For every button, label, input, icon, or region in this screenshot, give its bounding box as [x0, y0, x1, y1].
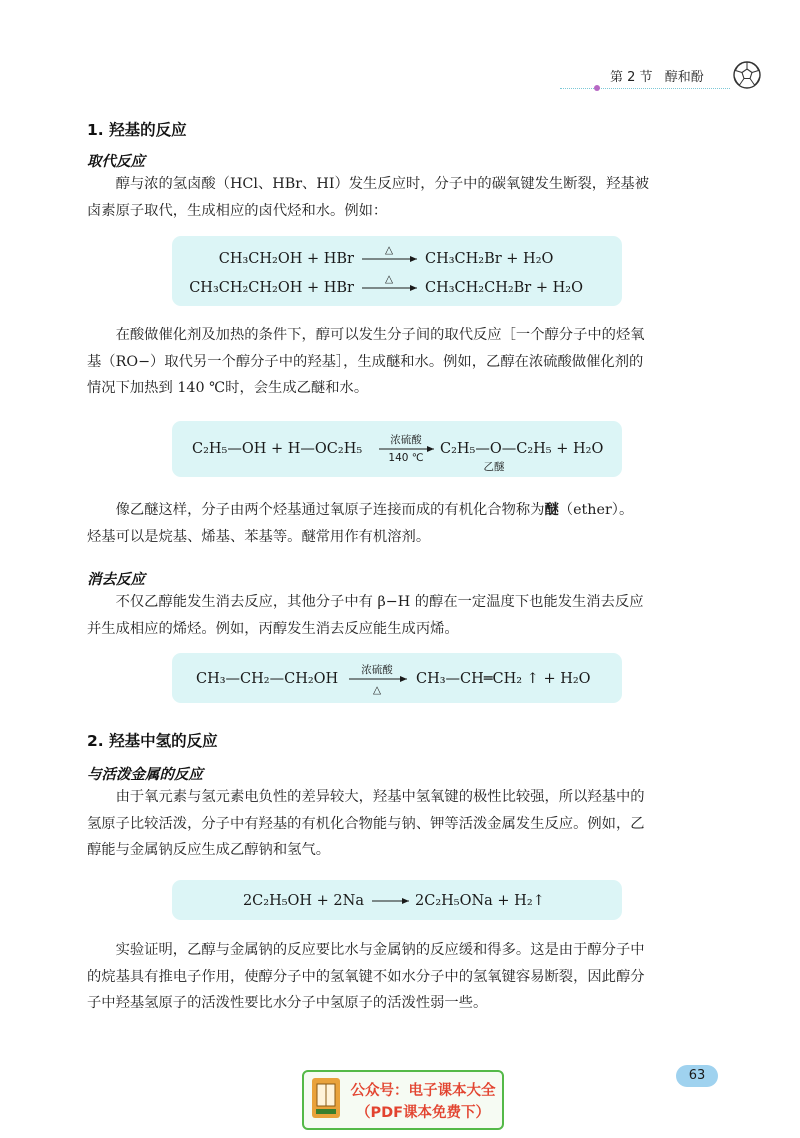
text-line: 并生成相应的烯烃。例如，丙醇发生消去反应能生成丙烯。	[87, 620, 459, 637]
text-line: 实验证明，乙醇与金属钠的反应要比水与金属钠的反应缓和得多。这是由于醇分子中	[115, 942, 645, 958]
eq2-product-label: 乙醚	[483, 461, 505, 473]
section-title: 醇和酚	[664, 70, 704, 85]
text-line: 的烷基具有推电子作用，使醇分子中的氢氧键不如水分子中的氢氧键容易断裂，因此醇分	[87, 968, 645, 985]
equation-ether	[172, 421, 622, 477]
paragraph-experiment	[87, 937, 712, 1017]
eq1-products-1: CH₃CH₂Br + H₂O	[425, 251, 554, 267]
eq4-reactants: 2C₂H₅OH + 2Na	[242, 893, 364, 909]
eq1-products-2: CH₃CH₂CH₂Br + H₂O	[425, 280, 583, 296]
header-dot-icon	[594, 85, 600, 91]
eq2-condition-top: 浓硫酸	[390, 434, 422, 446]
section-1-heading: 1. 羟基的反应	[87, 121, 187, 139]
page-number: 63	[676, 1065, 718, 1087]
text-line: 不仅乙醇能发生消去反应，其他分子中有 β−H 的醇在一定温度下也能发生消去反应	[115, 594, 644, 610]
equation-box-hbr	[172, 236, 622, 306]
section-2-heading: 2. 羟基中氢的反应	[87, 732, 218, 750]
eq2-products: C₂H₅—O—C₂H₅ + H₂O	[440, 441, 604, 457]
eq1-condition-1: △	[384, 244, 394, 256]
equation-box-propanol	[172, 653, 622, 703]
text-line: 由于氧元素与氢元素电负性的差异较大，羟基中氢氧键的极性比较强，所以羟基中的	[115, 789, 645, 805]
equation-box-sodium	[172, 880, 622, 920]
eq2-reactants: C₂H₅—OH + H—OC₂H₅	[192, 441, 363, 457]
paragraph-sodium-reaction	[87, 784, 712, 864]
paragraph-elimination	[87, 589, 712, 642]
text-line: 醇与浓的氢卤酸（HCl、HBr、HI）发生反应时，分子中的碳氧键发生断裂，羟基被	[115, 176, 649, 192]
equation-box-ether	[172, 421, 622, 477]
eq2-condition-bottom: 140 ℃	[388, 452, 424, 464]
text-line: 情况下加热到 140 ℃时，会生成乙醚和水。	[87, 380, 369, 396]
text-line: 氢原子比较活泼，分子中有羟基的有机化合物能与钠、钾等活泼金属发生反应。例如，乙	[87, 815, 645, 832]
eq1-reactants-1: CH₃CH₂OH + HBr	[218, 251, 354, 267]
book-logo-icon	[312, 1078, 340, 1118]
text-line: 烃基可以是烷基、烯基、苯基等。醚常用作有机溶剂。	[87, 528, 431, 545]
text-line: 像乙醚这样，分子由两个烃基通过氧原子连接而成的有机化合物称为醚（ether）。	[115, 502, 634, 518]
page-header	[560, 58, 800, 98]
paragraph-ether-definition	[87, 497, 712, 550]
section-label	[610, 66, 704, 85]
watermark	[302, 1070, 504, 1130]
elimination-subheading: 消去反应	[87, 571, 145, 588]
paragraph-ether-formation	[87, 322, 712, 402]
equation-sodium	[172, 880, 622, 920]
substitution-subheading: 取代反应	[87, 153, 145, 170]
eq3-condition-top: 浓硫酸	[361, 664, 393, 676]
text-line: 醇能与金属钠反应生成乙醇钠和氢气。	[87, 842, 331, 858]
section-number: 第 2 节	[610, 70, 653, 85]
eq3-condition-bottom: △	[372, 684, 382, 696]
header-divider	[560, 88, 730, 89]
watermark-line-2: （PDF课本免费下）	[355, 1105, 491, 1121]
eq3-products: CH₃—CH═CH₂ ↑ + H₂O	[416, 671, 591, 687]
term-ether: 醚	[544, 502, 559, 518]
active-metal-subheading: 与活泼金属的反应	[87, 766, 203, 783]
text-line: 卤素原子取代，生成相应的卤代烃和水。例如：	[87, 202, 388, 219]
equation-hbr	[172, 236, 622, 306]
text-line: 子中羟基氢原子的活泼性要比水分子中氢原子的活泼性弱一些。	[87, 995, 488, 1011]
equation-propanol	[172, 653, 622, 703]
eq3-reactants: CH₃—CH₂—CH₂OH	[196, 671, 339, 687]
eq4-products: 2C₂H₅ONa + H₂↑	[415, 893, 545, 909]
buckyball-icon	[732, 60, 762, 90]
watermark-line-1: 公众号：电子课本大全	[350, 1083, 496, 1099]
eq1-reactants-2: CH₃CH₂CH₂OH + HBr	[189, 280, 354, 296]
text-line: 在酸做催化剂及加热的条件下，醇可以发生分子间的取代反应［一个醇分子中的烃氧	[115, 327, 645, 343]
paragraph-substitution-intro	[87, 171, 712, 224]
eq1-condition-2: △	[384, 273, 394, 285]
text-line: 基（RO−）取代另一个醇分子中的羟基］，生成醚和水。例如，乙醇在浓硫酸做催化剂的	[87, 353, 644, 370]
